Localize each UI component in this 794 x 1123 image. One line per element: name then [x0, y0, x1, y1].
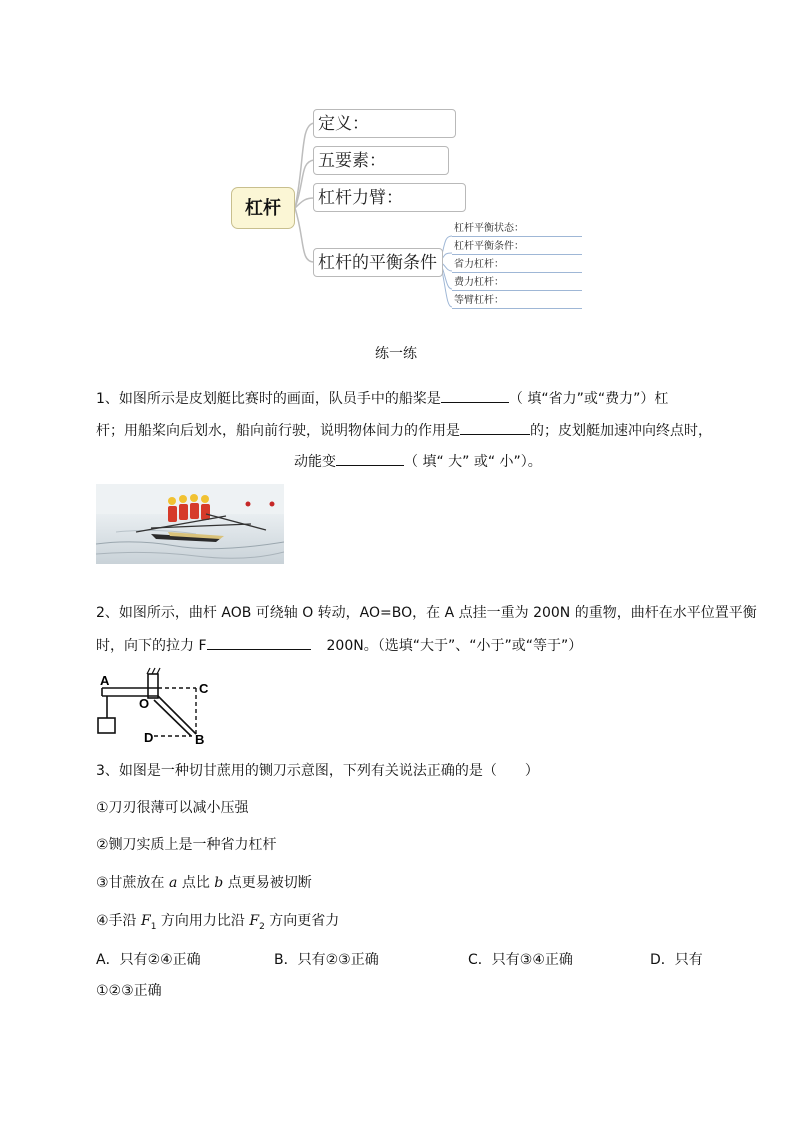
q2-line1: 2、如图所示，曲杆 AOB 可绕轴 O 转动，AO=BO，在 A 点挂一重为 200N 的重物，曲杆在水平位置平衡 [96, 605, 757, 621]
q2-text-b: 200N。（选填“大于”、“小于”或“等于”） [326, 638, 583, 654]
mindmap-branch-lever-arm: 杠杆力臂： [313, 183, 466, 212]
mindmap-branch-five-elements: 五要素： [313, 146, 449, 175]
q3-s3-point-b: b [214, 875, 224, 891]
label-B: B [195, 732, 205, 747]
q3-s3-point-a: a [169, 875, 178, 891]
mindmap-branch-balance-condition: 杠杆的平衡条件 [313, 248, 443, 277]
label-O: O [139, 696, 150, 711]
q1-text-b: （ 填“省力”或“费力”）杠 [508, 391, 669, 407]
q1-line3 [294, 451, 542, 472]
q1-line2 [96, 420, 712, 441]
mindmap-sub-equal-arm: 等臂杠杆： [452, 294, 582, 309]
q1-text-c: 杆；用船桨向后划水，船向前行驶，说明物体间力的作用是 [96, 423, 460, 439]
q3-option-b[interactable]: B．只有②③正确 [274, 952, 379, 968]
q1-line1 [96, 388, 668, 409]
mindmap-sub-balance-condition: 杠杆平衡条件： [452, 240, 582, 255]
q3-statement-2: ②铡刀实质上是一种省力杠杆 [96, 837, 277, 853]
q3-s4-a: ④手沿 [96, 913, 142, 929]
q3-statement-4 [96, 911, 339, 937]
q2-text-a: 时，向下的拉力 F [96, 638, 207, 654]
kayak-race-image [96, 484, 284, 564]
lever-diagram [92, 664, 232, 748]
mindmap-sub-force-saving: 省力杠杆： [452, 258, 582, 273]
q1-blank-2[interactable] [460, 420, 530, 435]
q3-option-a[interactable]: A．只有②④正确 [96, 952, 201, 968]
mindmap-sub-force-costing: 费力杠杆： [452, 276, 582, 291]
q2-line2 [96, 635, 582, 656]
q2-blank[interactable] [207, 635, 311, 650]
label-A: A [100, 673, 110, 688]
q3-s4-f2-sub: 2 [259, 921, 265, 932]
q1-text-d: 的；皮划艇加速冲向终点时， [530, 423, 712, 439]
q3-s3-c: 点比 [177, 875, 215, 891]
q1-text-f: （ 填“ 大” 或“ 小”）。 [404, 454, 542, 470]
q3-s4-c: 方向更省力 [264, 913, 340, 929]
q3-s3-e: 点更易被切断 [223, 875, 312, 891]
q3-option-d[interactable]: D．只有 [650, 952, 703, 968]
section-title: 练一练 [375, 346, 417, 362]
q3-s3-a: ③甘蔗放在 [96, 875, 170, 891]
q3-stem: 3、如图是一种切甘蔗用的铡刀示意图，下列有关说法正确的是（ ） [96, 763, 539, 779]
q1-text-a: 1、如图所示是皮划艇比赛时的画面，队员手中的船桨是 [96, 391, 441, 407]
q1-blank-1[interactable] [441, 388, 509, 403]
q1-text-e: 动能变 [294, 454, 336, 470]
q3-s4-f1: F [141, 913, 151, 929]
q3-option-d-cont: ①②③正确 [96, 983, 162, 999]
q3-s4-b: 方向用力比沿 [156, 913, 250, 929]
q3-s4-f1-sub: 1 [150, 921, 157, 932]
mindmap-root: 杠杆 [231, 187, 295, 229]
q3-statement-3 [96, 873, 312, 893]
q1-blank-3[interactable] [336, 451, 404, 466]
label-D: D [144, 730, 154, 745]
q3-statement-1: ①刀刃很薄可以减小压强 [96, 800, 249, 816]
mindmap-sub-balance-state: 杠杆平衡状态： [452, 222, 582, 237]
q3-option-c[interactable]: C．只有③④正确 [468, 952, 573, 968]
mindmap-branch-definition: 定义： [313, 109, 456, 138]
label-C: C [199, 681, 209, 696]
q3-s4-f2: F [249, 913, 260, 929]
